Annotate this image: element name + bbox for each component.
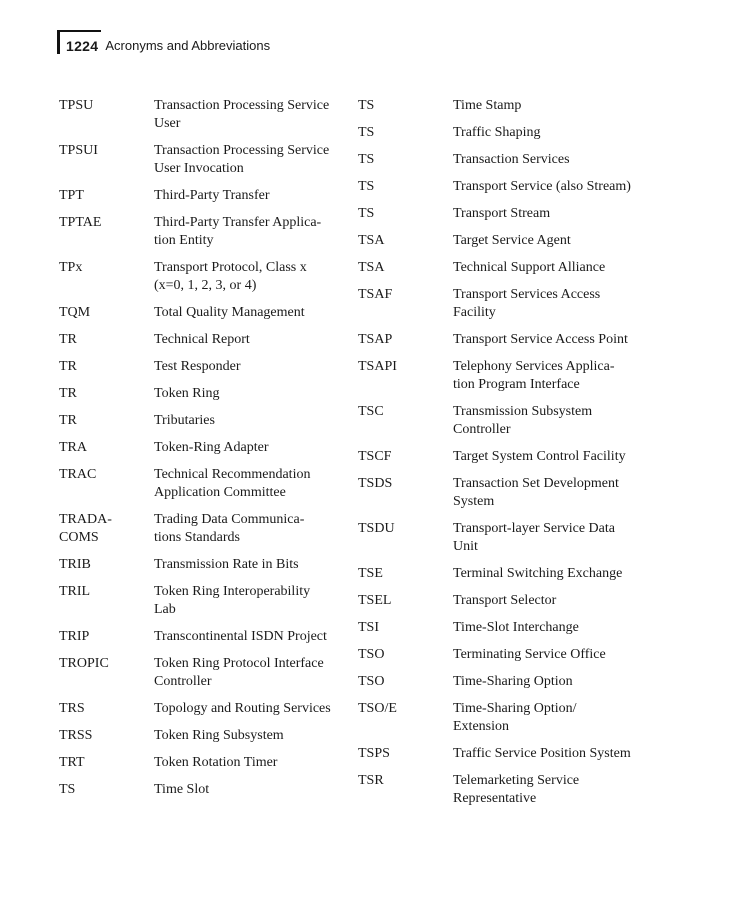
glossary-entry	[358, 358, 658, 394]
glossary-entry	[59, 727, 349, 745]
glossary-entry	[59, 331, 349, 349]
acronym: TSE	[358, 566, 383, 581]
glossary-entry	[358, 205, 658, 223]
acronym: TPTAE	[59, 215, 102, 230]
page-number: 1224	[66, 38, 99, 54]
acronym: TSAPI	[358, 359, 397, 374]
definition: Time-Slot Interchange	[453, 620, 579, 635]
definition: Transport Selector	[453, 593, 557, 608]
glossary-entry	[59, 655, 349, 691]
glossary-entry	[358, 520, 658, 556]
acronym: TRT	[59, 755, 85, 770]
glossary-entry	[358, 151, 658, 169]
glossary-entry	[59, 214, 349, 250]
acronym: TPSUI	[59, 143, 98, 158]
glossary-entry	[358, 331, 658, 349]
definition: Traffic Shaping	[453, 125, 541, 140]
glossary-entry	[59, 304, 349, 322]
glossary-entry	[59, 97, 349, 133]
glossary-entry	[59, 466, 349, 502]
acronym: TS	[358, 125, 375, 140]
acronym: TQM	[59, 305, 91, 320]
definition: Telemarketing Service Representative	[453, 773, 580, 806]
acronym: TSA	[358, 260, 385, 275]
glossary-entry	[358, 673, 658, 691]
glossary-entry	[59, 700, 349, 718]
definition: Transcontinental ISDN Project	[154, 629, 327, 644]
running-title: Acronyms and Abbreviations	[105, 38, 271, 53]
definition: Transport Service Access Point	[453, 332, 628, 347]
acronym: TRADA- COMS	[59, 512, 112, 545]
glossary-entry	[59, 511, 349, 547]
acronym: TSO	[358, 647, 385, 662]
glossary-entry	[59, 412, 349, 430]
acronym: TRSS	[59, 728, 93, 743]
glossary-entry	[358, 232, 658, 250]
definition: Time-Sharing Option	[453, 674, 573, 689]
definition: Transaction Set Development System	[453, 476, 619, 509]
definition: Third-Party Transfer Applica- tion Entity	[154, 215, 322, 248]
definition: Target Service Agent	[453, 233, 571, 248]
glossary-entry	[358, 565, 658, 583]
acronym: TRAC	[59, 467, 97, 482]
acronym: TSO	[358, 674, 385, 689]
acronym: TPT	[59, 188, 84, 203]
definition: Technical Report	[154, 332, 250, 347]
definition: Transport Protocol, Class x (x=0, 1, 2, 3, or 4)	[154, 260, 307, 293]
glossary-entry	[59, 142, 349, 178]
definition: Time Stamp	[453, 98, 522, 113]
acronym: TROPIC	[59, 656, 109, 671]
glossary-entry	[358, 403, 658, 439]
acronym: TRA	[59, 440, 87, 455]
acronym: TSAP	[358, 332, 393, 347]
glossary-entry	[59, 259, 349, 295]
acronym: TSO/E	[358, 701, 397, 716]
definition: Transport Service (also Stream)	[453, 179, 631, 194]
definition: Transaction Processing Service User Invocation	[154, 143, 330, 176]
definition: Trading Data Communica- tions Standards	[154, 512, 305, 545]
header-rule-vertical	[57, 30, 60, 54]
glossary-entry	[59, 754, 349, 772]
definition: Technical Support Alliance	[453, 260, 606, 275]
acronym: TRIB	[59, 557, 91, 572]
definition: Terminating Service Office	[453, 647, 606, 662]
acronym: TR	[59, 359, 77, 374]
glossary-entry	[59, 628, 349, 646]
acronym: TSCF	[358, 449, 392, 464]
glossary-entry	[59, 583, 349, 619]
definition: Transport Services Access Facility	[453, 287, 601, 320]
glossary-entry	[358, 700, 658, 736]
glossary-entry	[358, 592, 658, 610]
left-column	[59, 97, 349, 808]
glossary-entry	[59, 187, 349, 205]
definition: Token Ring Protocol Interface Controller	[154, 656, 324, 689]
acronym: TS	[59, 782, 76, 797]
glossary-entry	[358, 448, 658, 466]
definition: Topology and Routing Services	[154, 701, 331, 716]
glossary-entry	[358, 745, 658, 763]
acronym: TSR	[358, 773, 384, 788]
acronym: TS	[358, 179, 375, 194]
acronym: TR	[59, 413, 77, 428]
glossary-entry	[59, 358, 349, 376]
acronym: TPSU	[59, 98, 94, 113]
acronym: TSA	[358, 233, 385, 248]
glossary-entry	[59, 439, 349, 457]
definition: Tributaries	[154, 413, 215, 428]
acronym: TSI	[358, 620, 379, 635]
definition: Time-Sharing Option/ Extension	[453, 701, 577, 734]
glossary-entry	[358, 259, 658, 277]
acronym: TRIP	[59, 629, 90, 644]
glossary-entry	[59, 781, 349, 799]
definition: Transaction Processing Service User	[154, 98, 330, 131]
glossary-entry	[358, 124, 658, 142]
definition: Terminal Switching Exchange	[453, 566, 623, 581]
glossary-entry	[358, 772, 658, 808]
acronym: TSDS	[358, 476, 393, 491]
glossary-entry	[59, 556, 349, 574]
glossary-entry	[59, 385, 349, 403]
acronym: TSEL	[358, 593, 392, 608]
definition: Token-Ring Adapter	[154, 440, 269, 455]
glossary-entry	[358, 286, 658, 322]
definition: Time Slot	[154, 782, 210, 797]
definition: Transmission Subsystem Controller	[453, 404, 593, 437]
definition: Traffic Service Position System	[453, 746, 631, 761]
acronym: TS	[358, 206, 375, 221]
definition: Test Responder	[154, 359, 241, 374]
glossary-entry	[358, 97, 658, 115]
right-column	[358, 97, 658, 817]
acronym: TS	[358, 98, 375, 113]
definition: Third-Party Transfer	[154, 188, 270, 203]
glossary-entry	[358, 475, 658, 511]
page-header	[57, 30, 270, 54]
acronym: TRIL	[59, 584, 91, 599]
definition: Transport-layer Service Data Unit	[453, 521, 615, 554]
definition: Transmission Rate in Bits	[154, 557, 299, 572]
glossary-entry	[358, 619, 658, 637]
acronym: TR	[59, 386, 77, 401]
definition: Token Ring	[154, 386, 220, 401]
definition: Telephony Services Applica- tion Program Interface	[453, 359, 615, 392]
definition: Target System Control Facility	[453, 449, 626, 464]
definition: Transaction Services	[453, 152, 570, 167]
definition: Token Ring Interoperability Lab	[154, 584, 311, 617]
definition: Transport Stream	[453, 206, 551, 221]
header-rule-horizontal	[57, 30, 101, 32]
glossary-entry	[358, 646, 658, 664]
acronym: TSAF	[358, 287, 393, 302]
acronym: TS	[358, 152, 375, 167]
acronym: TPx	[59, 260, 83, 275]
definition: Token Ring Subsystem	[154, 728, 284, 743]
acronym: TRS	[59, 701, 85, 716]
definition: Token Rotation Timer	[154, 755, 278, 770]
acronym: TSC	[358, 404, 384, 419]
glossary-entry	[358, 178, 658, 196]
acronym: TR	[59, 332, 77, 347]
acronym: TSPS	[358, 746, 390, 761]
acronym: TSDU	[358, 521, 395, 536]
definition: Technical Recommendation Application Committee	[154, 467, 311, 500]
definition: Total Quality Management	[154, 305, 305, 320]
